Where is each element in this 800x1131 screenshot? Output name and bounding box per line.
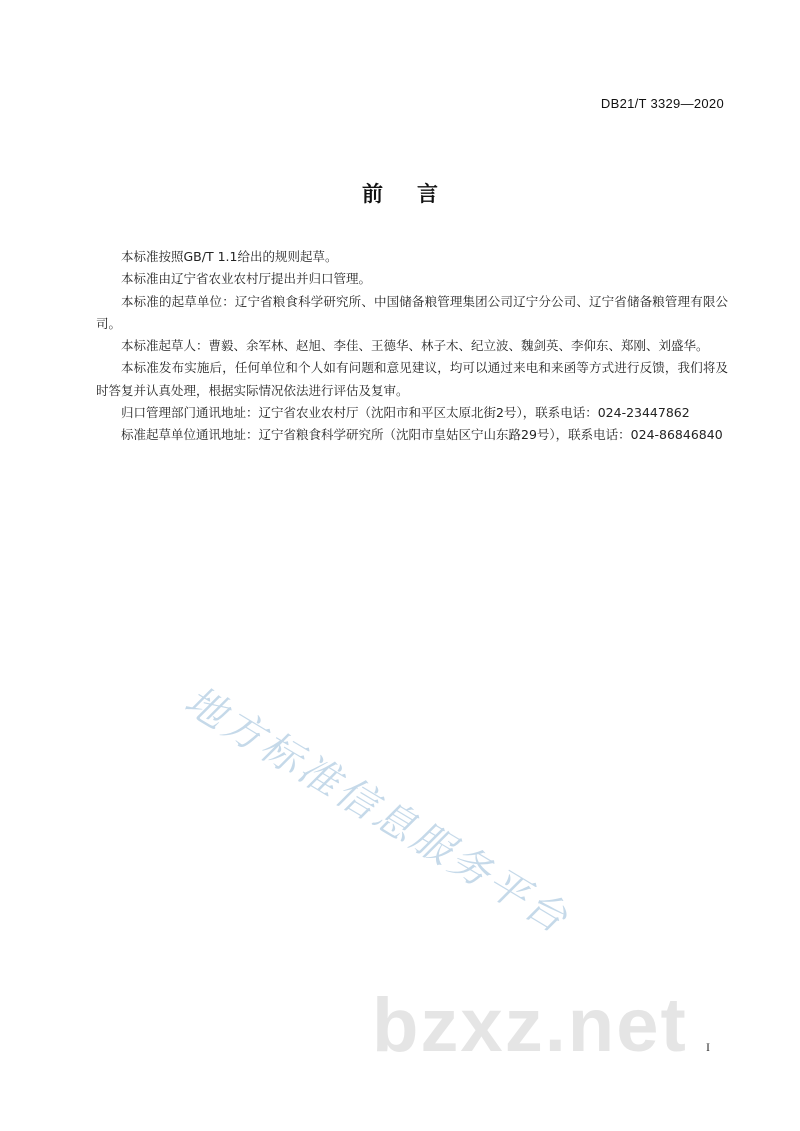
preface-body: [96, 246, 728, 447]
paragraph-feedback: 本标准发布实施后，任何单位和个人如有问题和意见建议，均可以通过来电和来函等方式进行反馈，我们将及时答复并认真处理，根据实际情况依法进行评估及复审。: [96, 360, 728, 398]
document-code: DB21/T 3329—2020: [600, 96, 724, 111]
paragraph-proposer: 本标准由辽宁省农业农村厅提出并归口管理。: [121, 271, 372, 287]
site-watermark: bzxz.net: [372, 983, 688, 1068]
paragraph-admin-address: 归口管理部门通讯地址：辽宁省农业农村厅（沈阳市和平区太原北街2号），联系电话：024-23447862: [121, 405, 690, 421]
paragraph-drafting-units: 本标准的起草单位：辽宁省粮食科学研究所、中国储备粮管理集团公司辽宁分公司、辽宁省储备粮管理有限公司。: [96, 293, 728, 331]
page-title: 前言: [362, 182, 472, 206]
page-number: I: [706, 1040, 710, 1054]
paragraph-drafter-address: 标准起草单位通讯地址：辽宁省粮食科学研究所（沈阳市皇姑区宁山东路29号），联系电话：024-86846840: [121, 427, 723, 443]
paragraph-drafters: 本标准起草人：曹毅、余军林、赵旭、李佳、王德华、林子木、纪立波、魏剑英、李仰东、郑刚、刘盛华。: [121, 338, 709, 354]
paragraph-drafting-rules: 本标准按照GB/T 1.1给出的规则起草。: [121, 249, 338, 264]
watermark-text: 地方标准信息服务平台: [176, 677, 578, 944]
